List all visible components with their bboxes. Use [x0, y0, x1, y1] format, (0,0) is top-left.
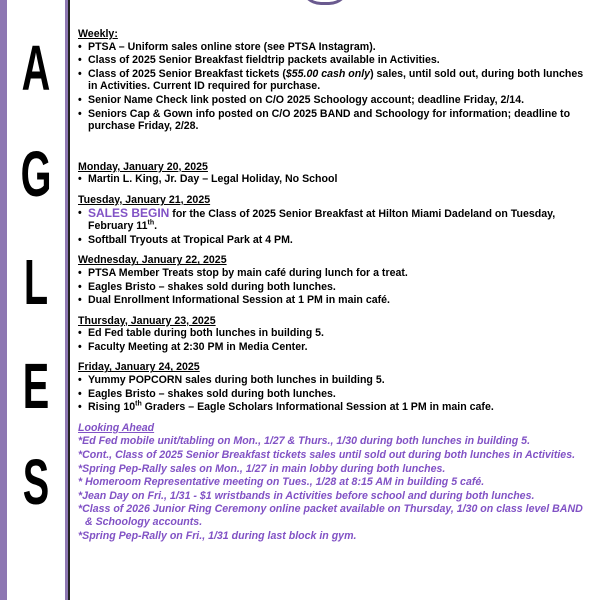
weekly-section: [78, 28, 590, 133]
list-item: • Seniors Cap & Gown info posted on C/O 2025 BAND and Schoology for information; deadline to purchase Friday, 2/28.: [78, 108, 590, 133]
list-item: • PTSA Member Treats stop by main café during lunch for a treat.: [78, 267, 590, 280]
looking-ahead-item: *Jean Day on Fri., 1/31 - $1 wristbands in Activities before school and during both lunches.: [78, 489, 535, 502]
ordinal-suffix: th: [135, 400, 142, 408]
list-item: • Faculty Meeting at 2:30 PM in Media Center.: [78, 341, 590, 354]
header-logo-fragment: [300, 0, 350, 5]
list-item: • Martin L. King, Jr. Day – Legal Holiday, No School: [78, 173, 590, 186]
sidebar-letter-g: G: [20, 138, 52, 210]
list-item: • Eagles Bristo – shakes sold during both lunches.: [78, 388, 590, 401]
ordinal-suffix: th: [147, 219, 155, 227]
looking-ahead-heading: Looking Ahead: [78, 421, 155, 434]
list-item-text: ) sales, until sold out, during both lunches in Activities. Current ID required for purchase.: [88, 67, 584, 93]
list-item: • Ed Fed table during both lunches in building 5.: [78, 327, 590, 340]
sales-begin-label: SALES BEGIN: [88, 205, 170, 220]
list-item-text: Rising 10: [88, 401, 136, 414]
list-item-text: Class of 2025 Senior Breakfast tickets (: [88, 67, 286, 80]
list-item-text: Graders – Eagle Scholars Informational Session at 1 PM in main cafe.: [141, 401, 494, 414]
day-heading: Friday, January 24, 2025: [78, 361, 200, 374]
looking-ahead-item: *Class of 2026 Junior Ring Ceremony online packet available on Thursday, 1/30 on class level BAND & Schoology accounts.: [78, 503, 583, 528]
list-item-text: for the Class of 2025 Senior Breakfast at Hilton Miami Dadeland on Tuesday, February 11: [88, 207, 556, 233]
day-list: [78, 207, 590, 247]
looking-ahead-section: [78, 422, 590, 542]
weekly-list: [78, 41, 590, 133]
sidebar-divider: [68, 0, 70, 600]
day-list: [78, 267, 590, 307]
day-heading: Monday, January 20, 2025: [78, 160, 208, 173]
list-item: • PTSA – Uniform sales online store (see PTSA Instagram).: [78, 41, 590, 54]
eagles-sidebar: [0, 0, 68, 600]
thursday-section: [78, 315, 590, 354]
list-item: • Softball Tryouts at Tropical Park at 4 PM.: [78, 234, 590, 247]
list-item: • Yummy POPCORN sales during both lunches in building 5.: [78, 374, 590, 387]
monday-section: [78, 161, 590, 186]
wednesday-section: [78, 254, 590, 306]
looking-ahead-item: *Cont., Class of 2025 Senior Breakfast tickets sales until sold out during both lunches in Activities.: [78, 449, 576, 462]
list-item: [78, 207, 590, 233]
list-item: • Senior Name Check link posted on C/O 2025 Schoology account; deadline Friday, 2/14.: [78, 94, 590, 107]
bulletin-content: [78, 28, 590, 543]
day-list: [78, 327, 590, 353]
looking-ahead-item: *Spring Pep-Rally on Fri., 1/31 during last block in gym.: [78, 529, 357, 542]
day-list: [78, 173, 590, 186]
looking-ahead-item: *Spring Pep-Rally sales on Mon., 1/27 in main lobby during both lunches.: [78, 462, 446, 475]
list-item: [78, 401, 590, 414]
list-item: • Dual Enrollment Informational Session at 1 PM in main café.: [78, 294, 590, 307]
sidebar-letter-s: S: [22, 446, 50, 518]
list-item: [78, 68, 590, 93]
weekly-heading: Weekly:: [78, 28, 118, 40]
looking-ahead-item: *Ed Fed mobile unit/tabling on Mon., 1/27 & Thurs., 1/30 during both lunches in building 5.: [78, 435, 531, 448]
sidebar-letter-e: E: [22, 350, 50, 422]
day-heading: Wednesday, January 22, 2025: [78, 254, 227, 267]
list-item: • Eagles Bristo – shakes sold during both lunches.: [78, 281, 590, 294]
day-heading: Tuesday, January 21, 2025: [78, 193, 211, 206]
ticket-price: $55.00 cash only: [285, 67, 371, 80]
list-item: • Class of 2025 Senior Breakfast fieldtrip packets available in Activities.: [78, 54, 590, 67]
day-list: [78, 374, 590, 414]
day-heading: Thursday, January 23, 2025: [78, 314, 216, 327]
tuesday-section: [78, 194, 590, 246]
friday-section: [78, 361, 590, 413]
sidebar-letter-l: L: [23, 246, 49, 318]
list-item-text: .: [154, 220, 158, 233]
looking-ahead-item: * Homeroom Representative meeting on Tues., 1/28 at 8:15 AM in building 5 café.: [78, 476, 485, 489]
sidebar-letter-a: A: [21, 32, 51, 104]
